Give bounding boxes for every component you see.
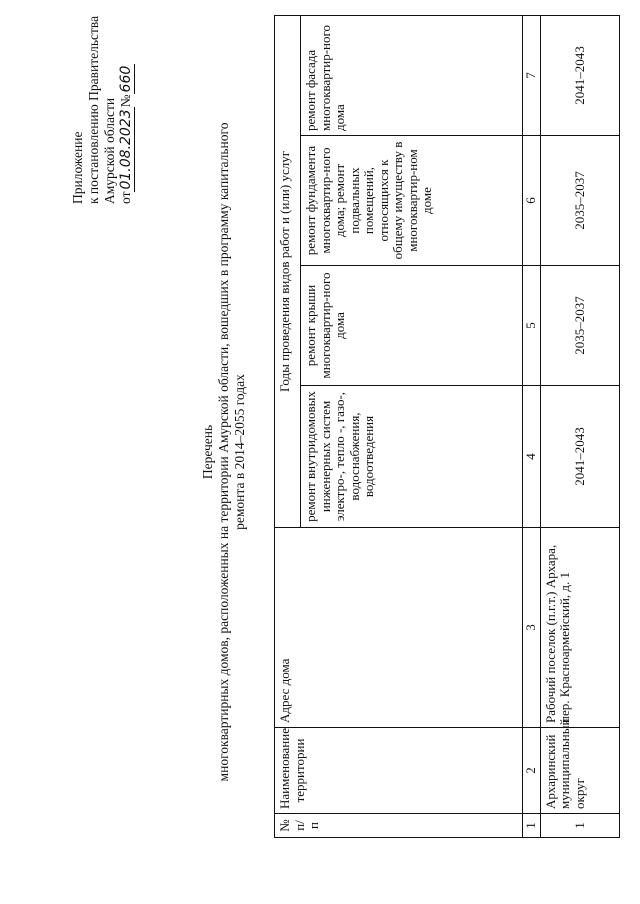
column-number: 4 (523, 386, 541, 528)
row-years-engineering: 2041–2043 (540, 386, 620, 528)
title-line-3: ремонта в 2014–2055 годах (232, 374, 247, 530)
handwritten-date: 01.08.2023 (118, 109, 134, 190)
column-number: 5 (523, 266, 541, 386)
row-address: Рабочий поселок (п.г.т.) Архара, пер. Красноармейский, д. 1 (540, 528, 620, 728)
number-prefix: № (118, 94, 133, 108)
header-engineering: ремонт внутридомовых инженерных систем электро-, тепло -, газо-, водоснабжения, водоотведения (301, 386, 523, 528)
title-line-1: Перечень (200, 424, 215, 480)
column-number: 7 (523, 15, 541, 135)
date-prefix: от (118, 191, 133, 204)
row-years-roof: 2035–2037 (540, 266, 620, 386)
table-row (540, 15, 620, 837)
table-header-row (275, 15, 301, 837)
header-num: № п/п (275, 814, 523, 838)
approval-line-3: Амурской области (102, 97, 117, 204)
approval-line-2: к постановлению Правительства (86, 15, 101, 204)
row-years-facade: 2041–2043 (540, 15, 620, 135)
header-address: Адрес дома (275, 528, 523, 728)
header-roof: ремонт крыши многоквартир-ного дома (301, 266, 523, 386)
row-territory: Архаринский муниципальный округ (540, 728, 620, 814)
header-territory: Наименование территории (275, 728, 523, 814)
houses-table (274, 15, 620, 838)
header-foundation: ремонт фундамента многоквартир-ного дома; ремонт подвальных помещений, относящихся к общему имуществу в многоквартир-ном доме (301, 136, 523, 266)
approval-block (70, 14, 134, 204)
row-num: 1 (540, 814, 620, 838)
column-number: 2 (523, 728, 541, 814)
approval-date-line (118, 14, 134, 204)
document-title (200, 0, 248, 904)
column-number: 3 (523, 528, 541, 728)
header-years-group: Годы проведения видов работ и (или) услуг (275, 15, 301, 527)
header-facade: ремонт фасада многоквартир-ного дома (301, 15, 523, 135)
approval-line-1: Приложение (70, 131, 85, 204)
title-line-2: многоквартирных домов, расположенных на территории Амурской области, вошедших в программу капитального (216, 122, 231, 782)
column-numbers-row (523, 15, 541, 837)
column-number: 6 (523, 136, 541, 266)
row-years-foundation: 2035–2037 (540, 136, 620, 266)
handwritten-number: 660 (118, 65, 134, 93)
column-number: 1 (523, 814, 541, 838)
